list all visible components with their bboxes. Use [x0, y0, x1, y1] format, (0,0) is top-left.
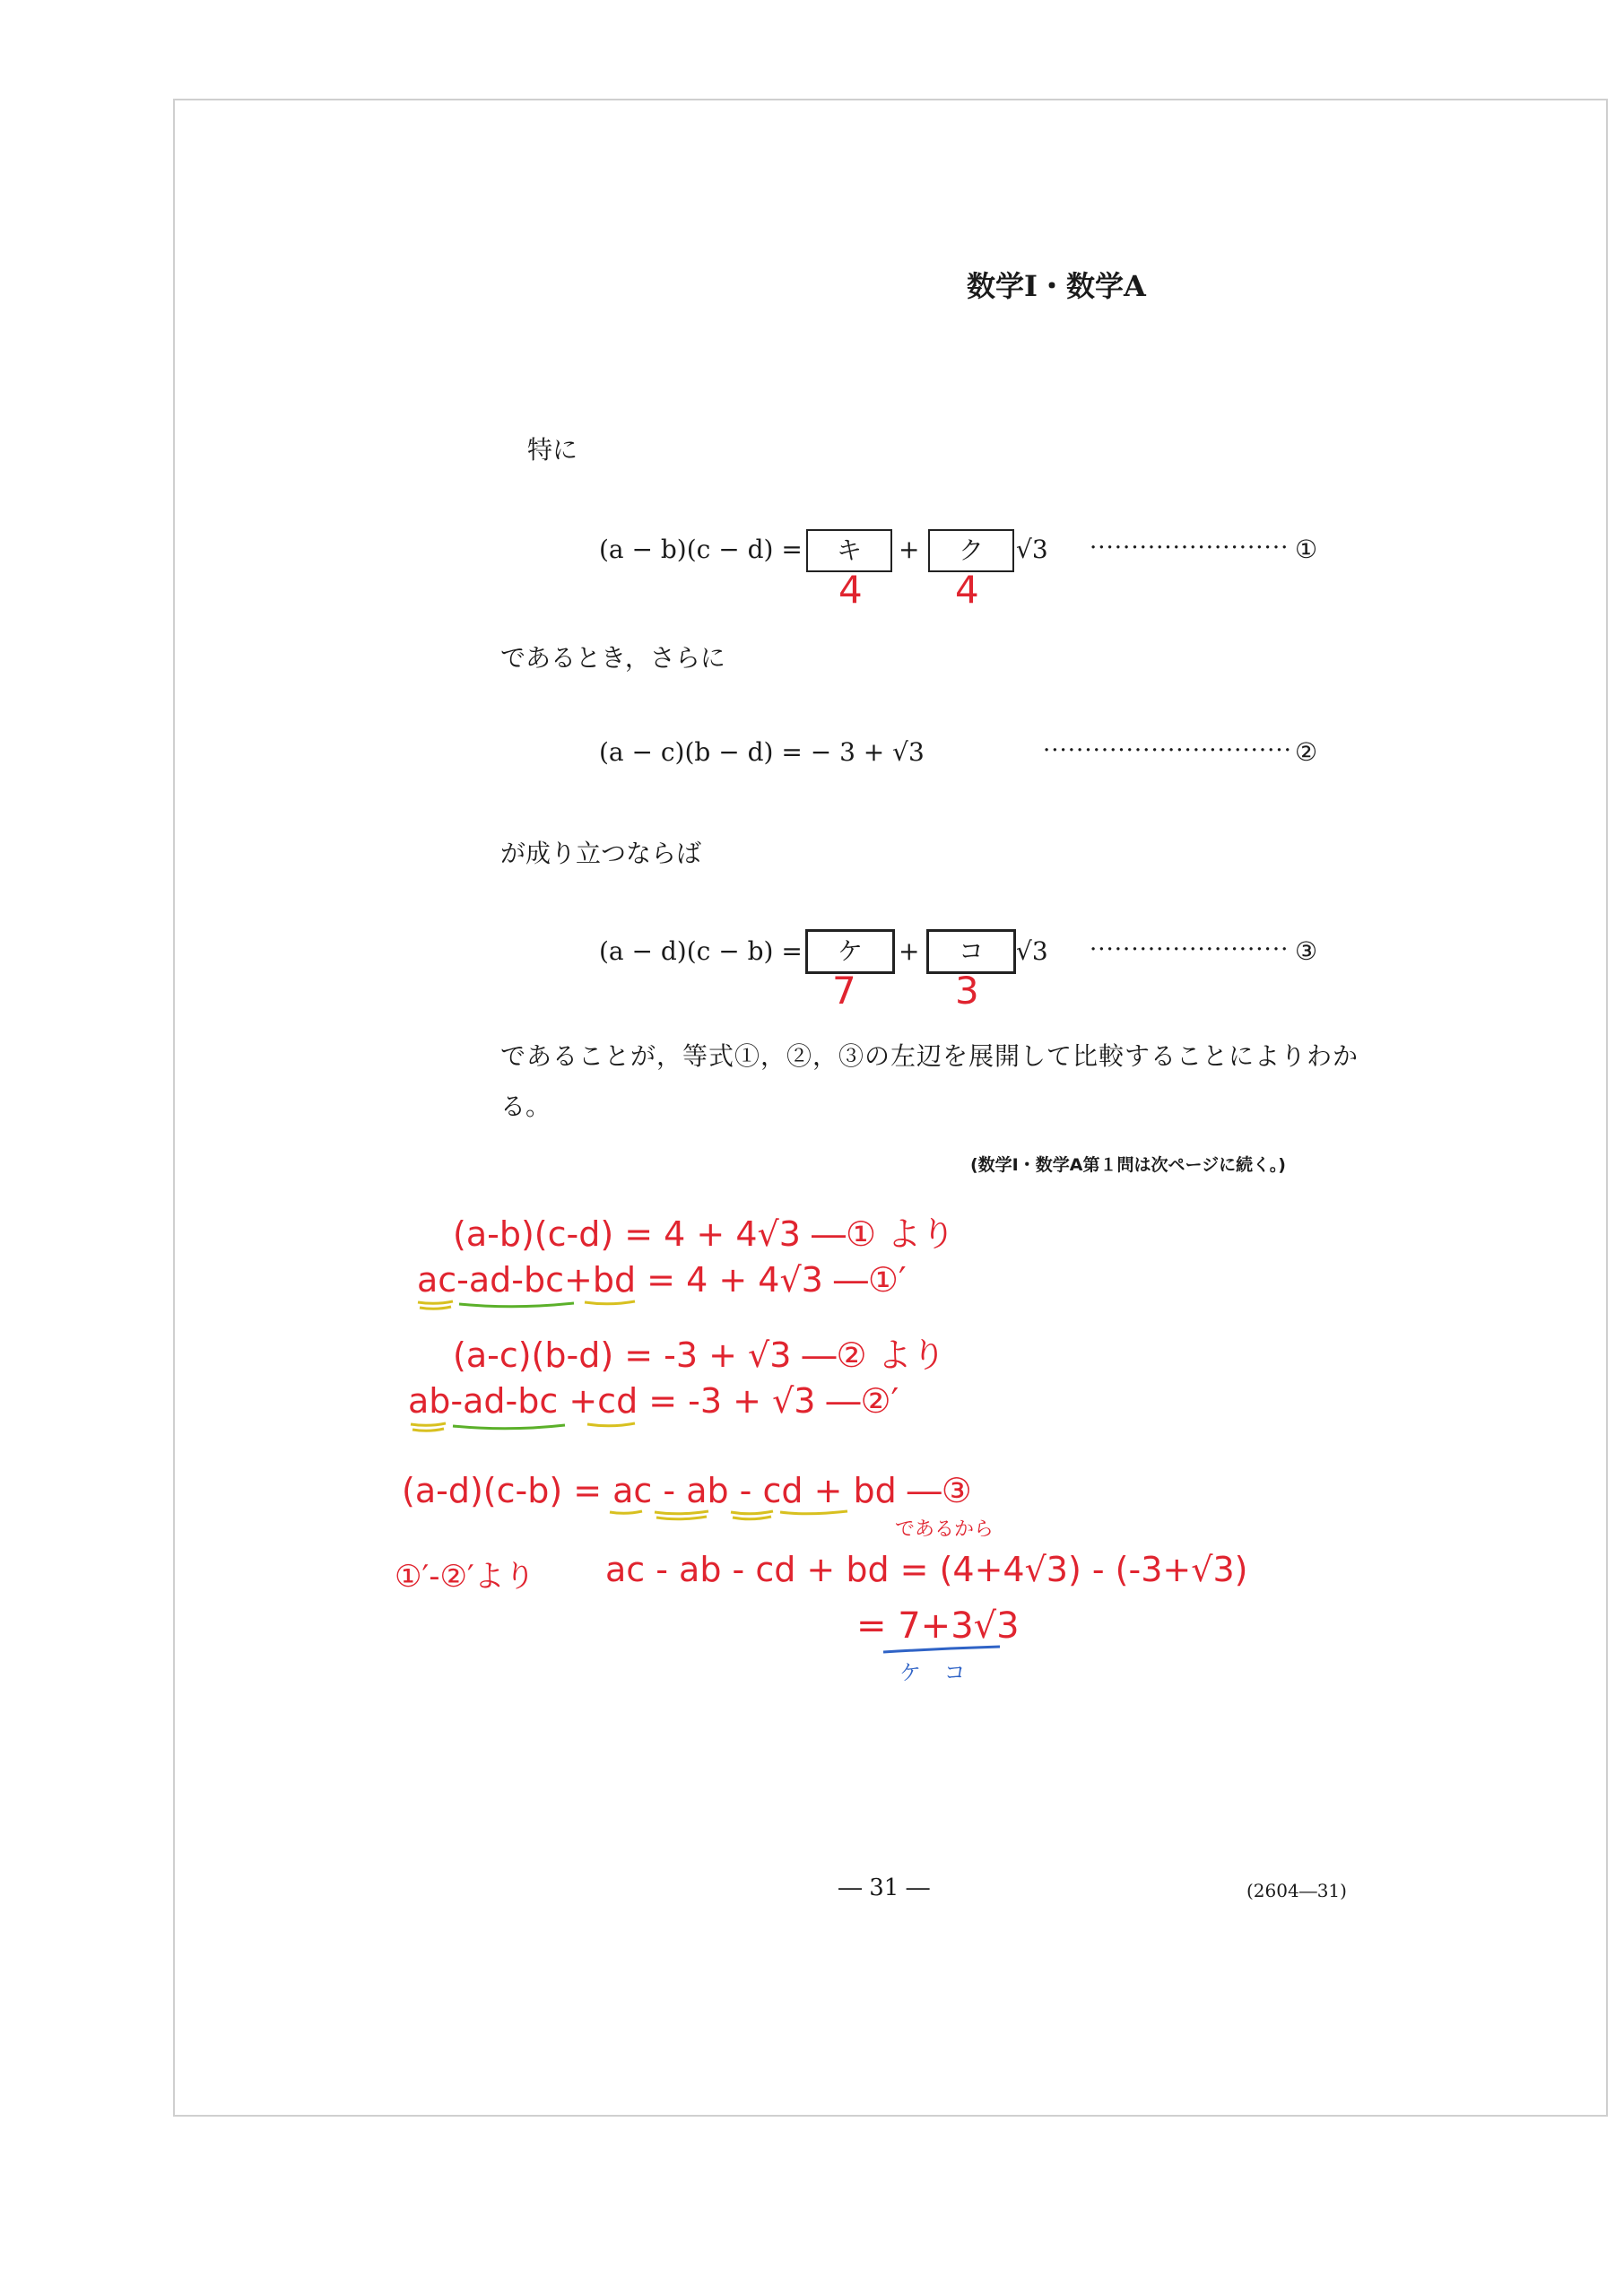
eq2-leader-dots: ······························: [1043, 737, 1292, 764]
eq1-sqrt3: √3: [1016, 535, 1048, 564]
handwritten-line-6-left: ①′-②′より: [395, 1559, 535, 1595]
conclusion-line-2: る。: [500, 1091, 551, 1121]
intro-text: 特に: [527, 435, 578, 465]
handwritten-note-dearukara: であるから: [895, 1518, 994, 1541]
exam-page: [173, 99, 1608, 2117]
document-reference: (2604―31): [1246, 1880, 1347, 1901]
eq3-marker: ③: [1295, 936, 1318, 966]
handwritten-line-5: (a-d)(c-b) = ac - ab - cd + bd ―③: [402, 1471, 972, 1510]
handwritten-line-3: (a-c)(b-d) = -3 + √3 ―② より: [453, 1335, 946, 1375]
handwritten-answer-ki: 4: [838, 568, 863, 612]
page-number: ― 31 ―: [838, 1874, 930, 1901]
answer-box-ku: ク: [928, 529, 1014, 572]
handwritten-line-2: ac-ad-bc+bd = 4 + 4√3 ―①′: [417, 1260, 907, 1300]
handwritten-line-7: = 7+3√3: [856, 1605, 1020, 1647]
answer-box-ki: キ: [806, 529, 892, 572]
handwritten-line-1: (a-b)(c-d) = 4 + 4√3 ―① より: [453, 1214, 956, 1254]
mid-text-2: が成り立つならば: [500, 839, 702, 868]
eq3-lhs: (a − d)(c − b) =: [599, 936, 803, 966]
handwritten-line-7-labels: ケ コ: [899, 1660, 966, 1685]
answer-box-ke: ケ: [805, 929, 895, 974]
mid-text-1: であるとき，さらに: [500, 643, 725, 673]
handwritten-line-6: ac - ab - cd + bd = (4+4√3) - (-3+√3): [605, 1550, 1248, 1589]
handwritten-answer-ko: 3: [955, 969, 979, 1013]
eq1-plus: +: [899, 535, 920, 564]
eq1-lhs: (a − b)(c − d) =: [599, 535, 803, 564]
eq3-leader-dots: ························: [1090, 936, 1290, 963]
eq3-sqrt3: √3: [1016, 936, 1048, 966]
handwritten-line-4: ab-ad-bc +cd = -3 + √3 ―②′: [408, 1381, 899, 1421]
continued-note: (数学Ⅰ・数学A第１問は次ページに続く。): [970, 1155, 1286, 1175]
eq1-leader-dots: ························: [1090, 535, 1290, 561]
subject-header: 数学Ⅰ・数学A: [967, 269, 1146, 303]
eq3-plus: +: [899, 936, 920, 966]
eq2-marker: ②: [1295, 737, 1318, 767]
answer-box-ko: コ: [926, 929, 1016, 974]
eq1-marker: ①: [1295, 535, 1318, 564]
conclusion-line-1: であることが，等式①，②，③の左辺を展開して比較することによりわか: [500, 1041, 1359, 1071]
handwritten-answer-ku: 4: [955, 568, 979, 612]
eq2-text: (a − c)(b − d) = − 3 + √3: [599, 737, 925, 767]
handwritten-answer-ke: 7: [832, 969, 856, 1013]
